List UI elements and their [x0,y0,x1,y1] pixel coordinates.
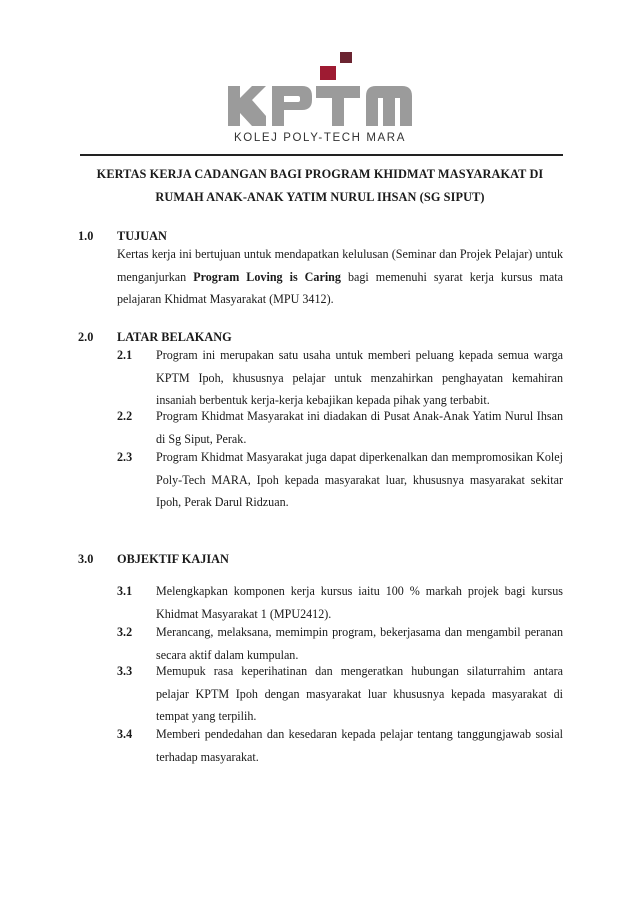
section-heading: OBJEKTIF KAJIAN [117,552,229,566]
item-text: Memupuk rasa keperihatinan dan mengeratkan hubungan silaturrahim antara pelajar KPTM Ipoh dengan masyarakat luar khususnya kepada masyarakat di tempat yang terpilih. [156,664,563,723]
item-number: 2.1 [117,348,133,362]
item-text: Memberi pendedahan dan kesedaran kepada pelajar tentang tanggungjawab sosial terhadap masyarakat. [156,727,563,764]
section-heading: TUJUAN [117,229,167,243]
section-number: 2.0 [78,330,94,344]
section-number: 3.0 [78,552,94,566]
document-title-line-2: RUMAH ANAK-ANAK YATIM NURUL IHSAN (SG SIPUT) [155,190,485,204]
section-number: 1.0 [78,229,94,243]
item-number: 3.3 [117,664,133,678]
item-number: 3.2 [117,625,133,639]
header-divider [80,154,563,156]
section-paragraph [117,243,563,311]
item-number: 2.3 [117,450,133,464]
item-text: Merancang, melaksana, memimpin program, bekerjasama dan mengambil peranan secara aktif dalam kumpulan. [156,625,563,662]
document-title-line-1: KERTAS KERJA CADANGAN BAGI PROGRAM KHIDMAT MASYARAKAT DI [96,167,544,181]
item-text: Program Khidmat Masyarakat ini diadakan di Pusat Anak-Anak Yatim Nurul Ihsan di Sg Siput, Perak. [156,409,563,446]
item-number: 3.1 [117,584,133,598]
item-text: Program Khidmat Masyarakat juga dapat diperkenalkan dan mempromosikan Kolej Poly-Tech MARA, Ipoh kepada masyarakat luar, khususnya masyarakat sekitar Ipoh, Perak Darul Ridzuan. [156,450,563,509]
item-text: Melengkapkan komponen kerja kursus iaitu 100 % markah projek bagi kursus Khidmat Masyarakat 1 (MPU2412). [156,584,563,621]
item-number: 3.4 [117,727,133,741]
paragraph-text: Kertas kerja ini bertujuan untuk mendapatkan kelulusan (Seminar dan Projek Pelajar) untuk menganjurkan [117,247,563,284]
logo-caption: KOLEJ POLY-TECH MARA [234,132,406,144]
item-text: Program ini merupakan satu usaha untuk memberi peluang kepada semua warga KPTM Ipoh, khususnya pelajar untuk menzahirkan penghayatan kemahiran insaniah berbentuk kerja-kerja kebajikan kepada pihak yang terbabit. [156,348,563,407]
paragraph-text: bagi memenuhi syarat kerja kursus mata pelajaran Khidmat Masyarakat (MPU 3412). [117,269,563,306]
program-name: Program Loving is Caring [193,269,341,284]
section-heading: LATAR BELAKANG [117,330,232,344]
kptm-logo-mark [220,48,420,138]
item-number: 2.2 [117,409,133,423]
